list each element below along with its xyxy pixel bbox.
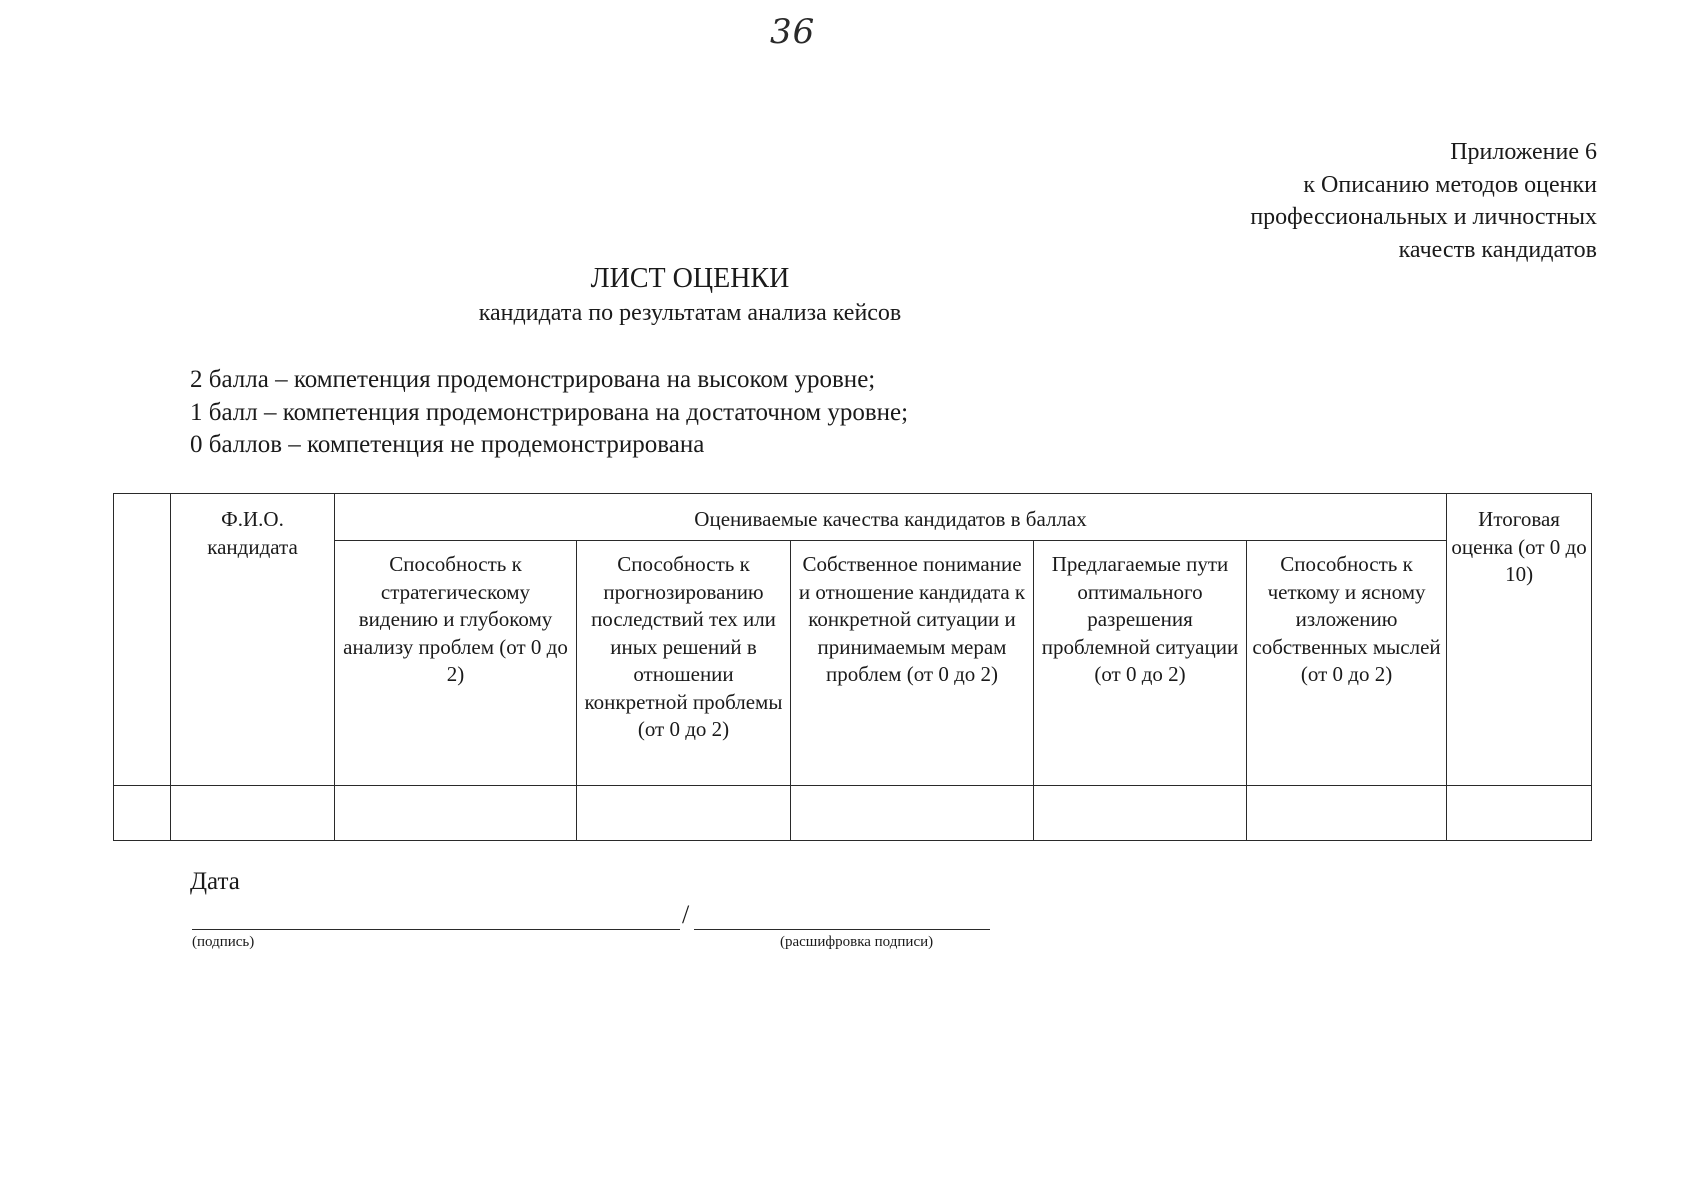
- qualities-group-header: [335, 494, 1447, 541]
- total-score-header: [1447, 494, 1592, 786]
- criterion-header: [1034, 541, 1247, 786]
- criterion-header-text: Способность к стратегическому видению и глубокому анализу проблем (от 0 до 2): [343, 552, 568, 686]
- date-label: Дата: [190, 868, 240, 895]
- signature-line: [192, 929, 680, 930]
- signature-caption: (подпись): [192, 934, 255, 950]
- total-score-cell: [1447, 786, 1592, 841]
- appendix-reference: [1250, 136, 1597, 266]
- appendix-line: качеств кандидатов: [1398, 236, 1597, 263]
- candidate-name-header-text: Ф.И.О. кандидата: [207, 507, 298, 559]
- appendix-line: к Описанию методов оценки: [1303, 171, 1597, 198]
- criterion-header-text: Способность к четкому и ясному изложению собственных мыслей (от 0 до 2): [1252, 552, 1441, 686]
- evaluation-table: [113, 493, 1592, 841]
- criterion-header: [577, 541, 791, 786]
- score-cell: [577, 786, 791, 841]
- criterion-header: [1247, 541, 1447, 786]
- score-cell: [1034, 786, 1247, 841]
- scoring-scale: [190, 364, 908, 462]
- criterion-header-text: Предлагаемые пути оптимального разрешения проблемной ситуации (от 0 до 2): [1041, 552, 1239, 686]
- signature-separator: /: [682, 900, 690, 929]
- criterion-header-text: Способность к прогнозированию последствий тех или иных решений в отношении конкретной проблемы (от 0 до 2): [584, 552, 783, 741]
- scale-line: 0 баллов – компетенция не продемонстрирована: [190, 431, 705, 458]
- appendix-line: профессиональных и личностных: [1250, 204, 1597, 230]
- signature-decoding-line: [694, 929, 990, 930]
- criterion-header-text: Собственное понимание и отношение кандидата к конкретной ситуации и принимаемым мерам проблем (от 0 до 2): [798, 552, 1026, 686]
- criterion-header: [335, 541, 577, 786]
- candidate-name-cell: [171, 786, 335, 841]
- sheet-title: ЛИСТ ОЦЕНКИ: [590, 263, 790, 294]
- candidate-name-header: [171, 494, 335, 786]
- score-cell: [1247, 786, 1447, 841]
- row-number-header: [114, 494, 171, 786]
- sheet-subtitle: кандидата по результатам анализа кейсов: [478, 300, 902, 326]
- handwritten-page-number: 36: [770, 12, 816, 52]
- qualities-group-header-text: Оцениваемые качества кандидатов в баллах: [694, 507, 1087, 531]
- score-cell: [791, 786, 1034, 841]
- score-cell: [335, 786, 577, 841]
- total-score-header-text: Итоговая оценка (от 0 до 10): [1451, 507, 1587, 586]
- signature-decoding-caption: (расшифровка подписи): [780, 934, 934, 950]
- appendix-line: Приложение 6: [1450, 139, 1597, 165]
- scale-line: 2 балла – компетенция продемонстрирована на высоком уровне;: [190, 366, 876, 393]
- table-row: [114, 786, 1592, 841]
- row-number-cell: [114, 786, 171, 841]
- scale-line: 1 балл – компетенция продемонстрирована на достаточном уровне;: [190, 398, 909, 426]
- criterion-header: [791, 541, 1034, 786]
